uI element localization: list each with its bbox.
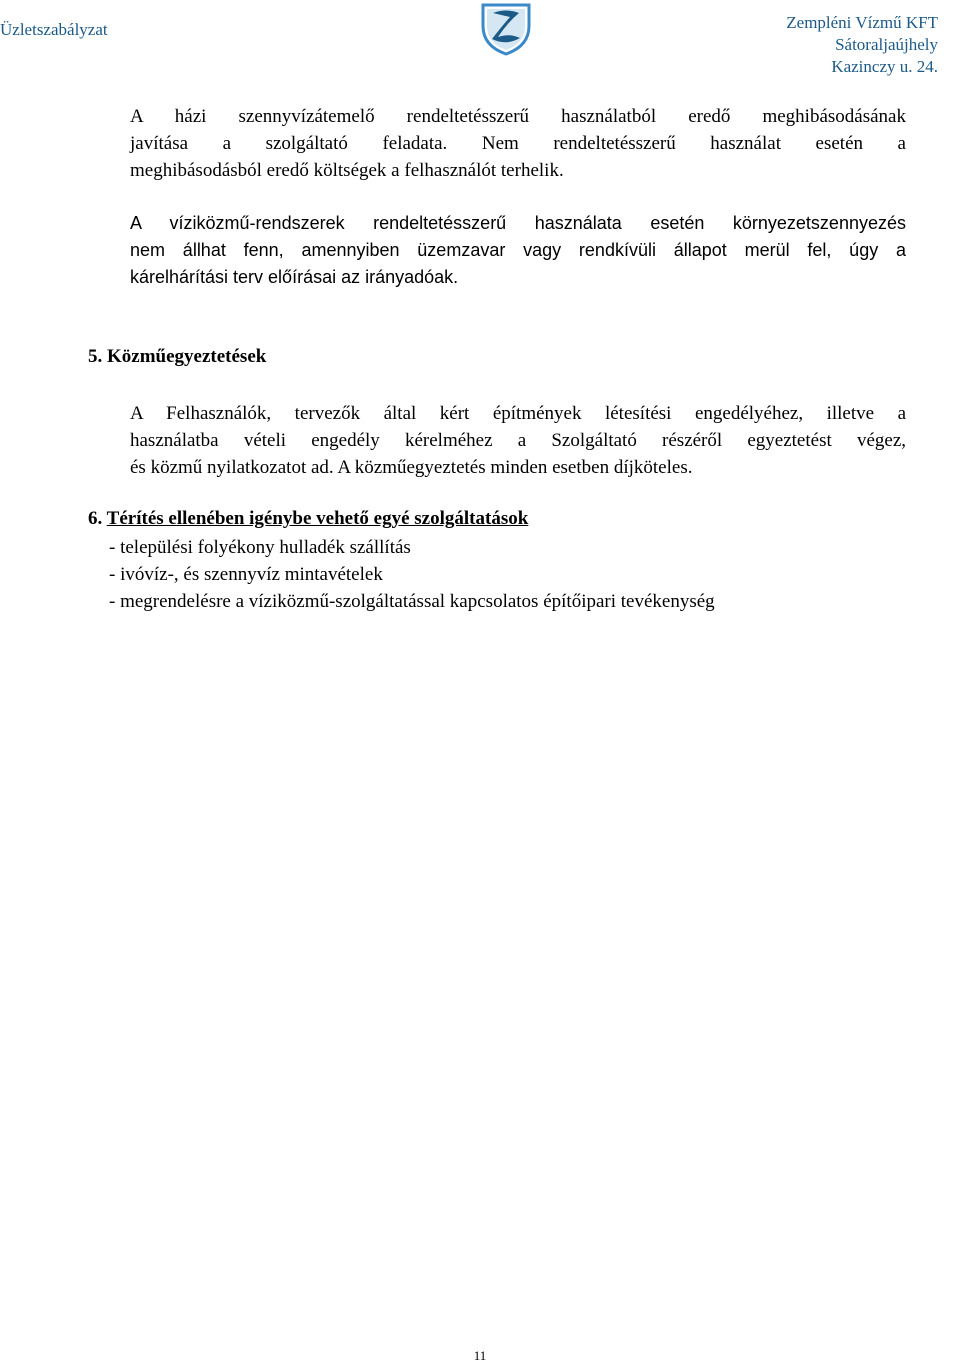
company-name: Zempléni Vízmű KFT: [786, 13, 938, 32]
company-info: [786, 12, 938, 78]
paragraph-sewage-pump: [130, 103, 906, 184]
text-line: A víziközmű-rendszerek rendeltetésszerű használata esetén környezetszennyezés: [130, 213, 906, 233]
section-title: Közműegyeztetések: [107, 346, 267, 367]
text-line: nem állhat fenn, amennyiben üzemzavar vagy rendkívüli állapot merül fel, úgy a: [130, 240, 906, 260]
paragraph-pollution: [130, 210, 906, 291]
page-number: 11: [473, 1348, 487, 1363]
section-5-heading: [88, 346, 266, 368]
section-title: Térítés ellenében igénybe vehető egyé szolgáltatások: [106, 508, 529, 529]
section-number: 5.: [88, 346, 103, 367]
document-title: Üzletszabályzat: [0, 20, 108, 39]
text-line: A Felhasználók, tervezők által kért építmények létesítési engedélyéhez, illetve a: [130, 403, 906, 424]
text-line: használatba vételi engedély kérelméhez a Szolgáltató részéről egyeztetést végez,: [130, 430, 906, 451]
text-line: javítása a szolgáltató feladata. Nem rendeltetésszerű használat esetén a: [130, 133, 906, 154]
company-address: Kazinczy u. 24.: [831, 57, 938, 76]
text-line: és közmű nyilatkozatot ad. A közműegyeztetés minden esetben díjköteles.: [130, 457, 693, 478]
company-city: Sátoraljaújhely: [835, 35, 938, 54]
section-number: 6.: [88, 508, 103, 529]
services-list: [109, 534, 715, 615]
company-logo-icon: [480, 2, 532, 56]
section-5-body: [130, 400, 906, 481]
text-line: A házi szennyvízátemelő rendeltetésszerű használatból eredő meghibásodásának: [130, 106, 906, 127]
text-line: meghibásodásból eredő költségek a felhasználót terhelik.: [130, 160, 564, 181]
list-item: - ivóvíz-, és szennyvíz mintavételek: [109, 564, 383, 585]
list-item: - települési folyékony hulladék szállítás: [109, 537, 411, 558]
list-item: - megrendelésre a víziközmű-szolgáltatással kapcsolatos építőipari tevékenység: [109, 591, 715, 612]
text-line: kárelhárítási terv előírásai az irányadóak.: [130, 267, 459, 287]
section-6-heading: [88, 508, 528, 530]
